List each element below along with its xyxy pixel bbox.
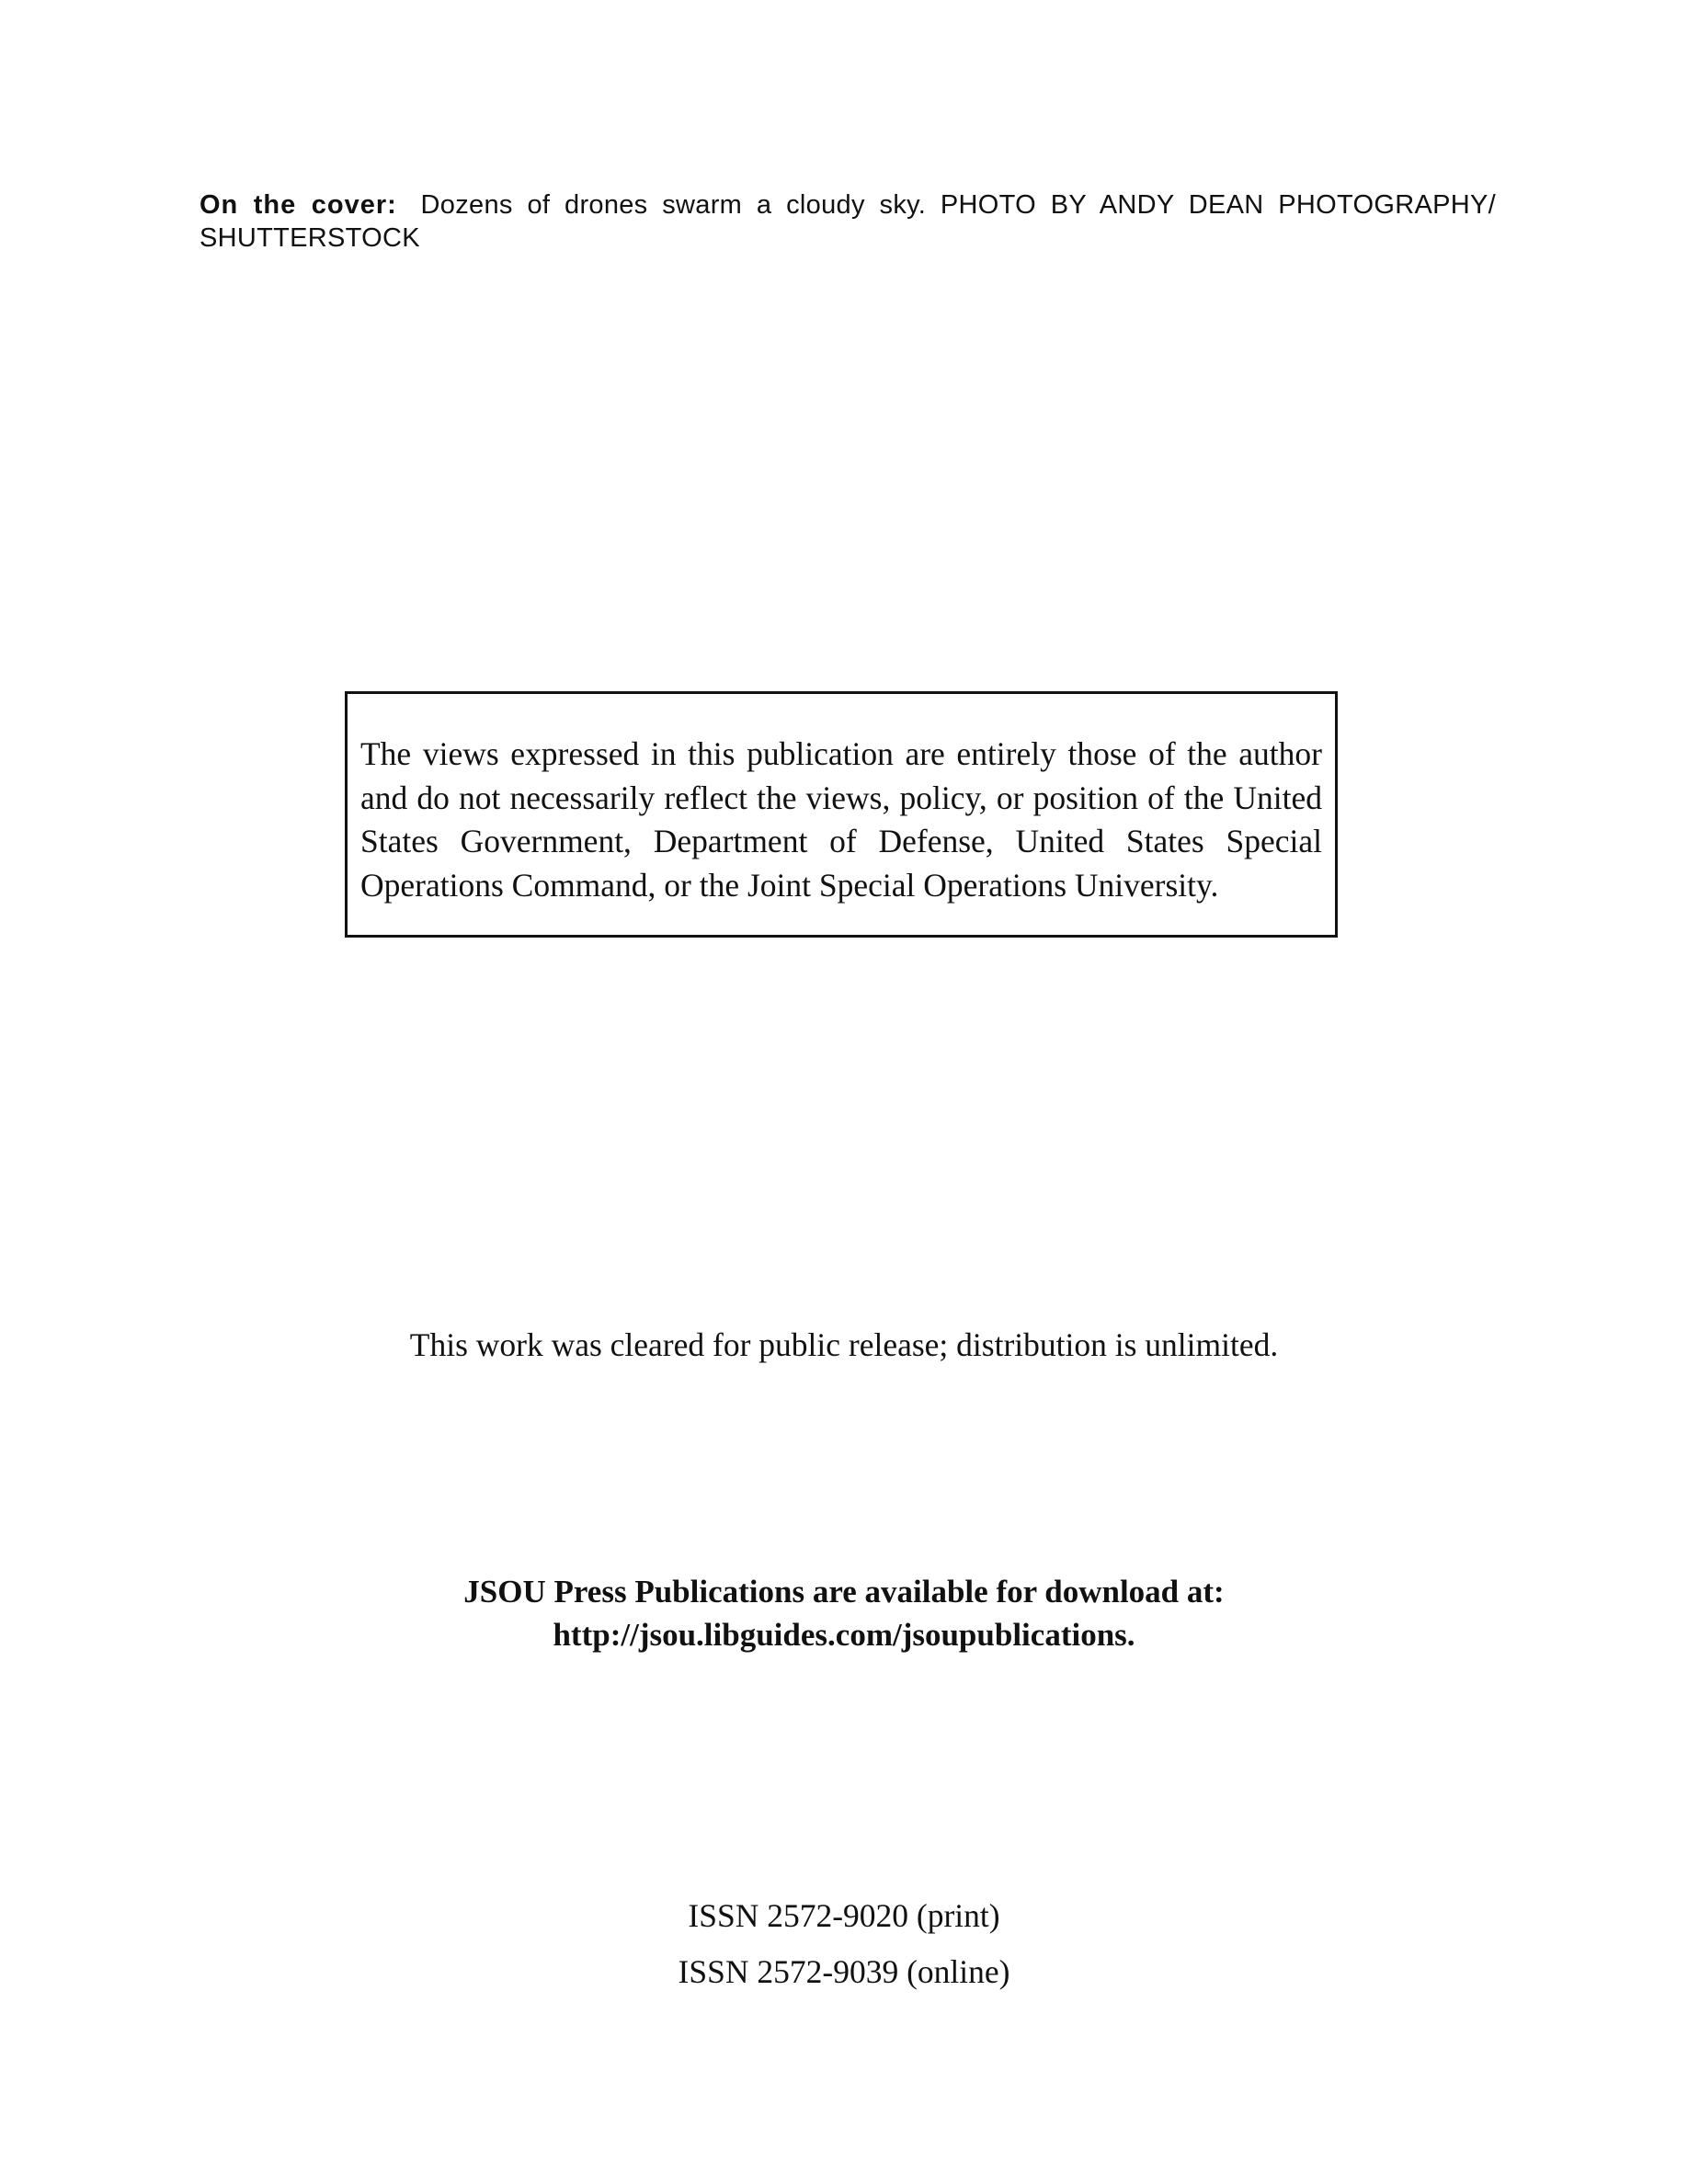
cover-credit xyxy=(200,188,1496,255)
download-notice xyxy=(0,1570,1688,1656)
issn-online: ISSN 2572-9039 (online) xyxy=(678,1953,1010,1990)
issn-block xyxy=(0,1888,1688,2000)
issn-print: ISSN 2572-9020 (print) xyxy=(688,1897,1000,1934)
download-link: http://jsou.libguides.com/jsoupublications. xyxy=(553,1617,1135,1653)
disclaimer-box xyxy=(345,691,1338,938)
cover-credit-lead: On the cover: xyxy=(200,190,397,220)
download-heading: JSOU Press Publications are available for download at: xyxy=(463,1574,1225,1610)
release-statement: This work was cleared for public release; distribution is unlimited. xyxy=(409,1326,1279,1363)
cover-credit-text: Dozens of drones swarm a cloudy sky. PHOTO BY ANDY DEAN PHOTOGRAPHY/ SHUTTERSTOCK xyxy=(200,190,1496,253)
disclaimer-text: The views expressed in this publication are entirely those of the author and do not necessarily reflect the views, policy, or position of the United States Government, Department of Defense, United States Special Operations Command, or the Joint Special Operations University. xyxy=(360,735,1322,904)
